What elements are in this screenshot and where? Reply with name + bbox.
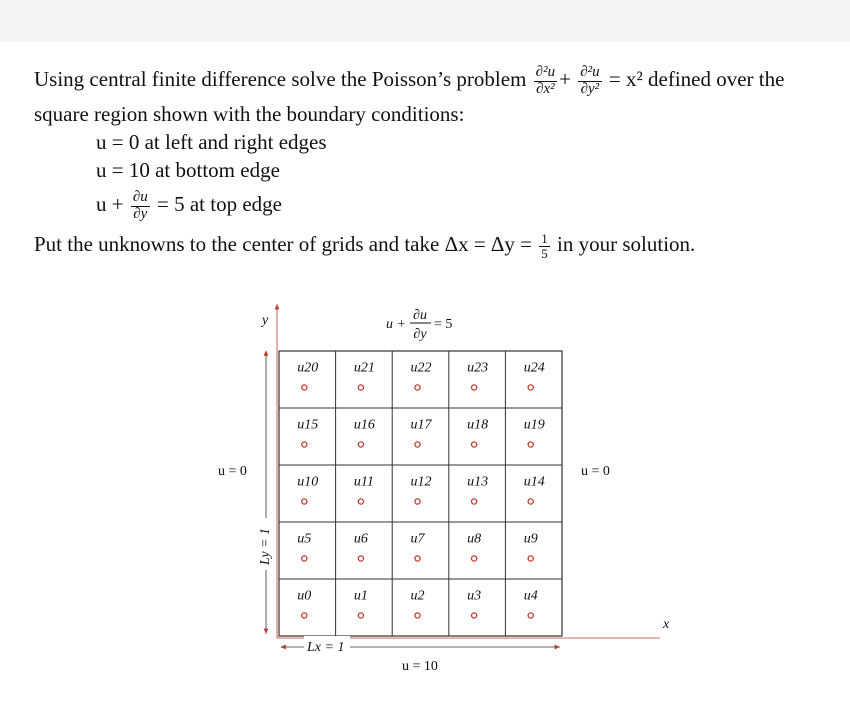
bc-left-right: u = 0 at left and right edges [96, 130, 327, 154]
node-label: u10 [297, 474, 319, 490]
node-marker [358, 499, 363, 504]
node-marker [302, 385, 307, 390]
node-label: u17 [410, 417, 432, 433]
right-bc-label: u = 0 [581, 464, 610, 479]
grid-diagram [0, 42, 850, 711]
x-axis-label: x [663, 617, 670, 632]
node-marker [415, 499, 420, 504]
node-marker [358, 385, 363, 390]
node-label: u6 [353, 531, 368, 547]
node-marker [528, 613, 533, 618]
lx-label: Lx = 1 [307, 640, 345, 655]
node-marker [302, 613, 307, 618]
node-label: u2 [410, 588, 425, 604]
node-label: u16 [353, 417, 375, 433]
node-label: u13 [467, 474, 489, 490]
node-label: u7 [410, 531, 425, 547]
d2u-dy2-fraction: $\frac{\text{∂²u}}{\text{∂y²}}$ [580, 64, 600, 97]
node-label: u20 [297, 360, 319, 376]
svg-text:∂y: ∂y [413, 327, 427, 342]
page [0, 42, 850, 711]
node-marker [472, 613, 477, 618]
node-label: u5 [297, 531, 312, 547]
node-label: u15 [297, 417, 319, 433]
ly-label: Ly = 1 [258, 527, 273, 565]
node-label: u21 [353, 360, 375, 376]
bc-top: u + $\frac{\partial u}{\partial y}$ = 5 at top edge [96, 189, 282, 222]
plus-sign: + [559, 67, 571, 92]
node-marker [358, 613, 363, 618]
node-marker [528, 499, 533, 504]
node-marker [415, 385, 420, 390]
problem-line-2: square region shown with the boundary conditions: [34, 102, 465, 126]
node-marker [528, 385, 533, 390]
node-marker [528, 556, 533, 561]
node-marker [302, 499, 307, 504]
node-label: u9 [523, 531, 538, 547]
node-label: u11 [353, 474, 374, 490]
bc-bottom: u = 10 at bottom edge [96, 158, 280, 182]
node-marker [358, 442, 363, 447]
equation-rhs: = x² defined over the [608, 67, 785, 92]
node-label: u1 [353, 588, 368, 604]
node-marker [472, 499, 477, 504]
left-bc-label: u = 0 [218, 464, 247, 479]
bottom-bc-label: u = 10 [402, 659, 438, 674]
node-marker [528, 442, 533, 447]
node-marker [302, 442, 307, 447]
intro-text: Using central finite difference solve the Poisson’s problem [34, 67, 527, 92]
node-label: u4 [523, 588, 538, 604]
du-dy-fraction: $\frac{\partial u}{\partial y}$ [132, 189, 148, 222]
node-marker [302, 556, 307, 561]
node-label: u23 [467, 360, 489, 376]
svg-text:= 5: = 5 [434, 317, 453, 332]
one-fifth-fraction: $\frac{1}{5}$ [541, 231, 548, 261]
node-label: u3 [467, 588, 482, 604]
svg-text:u +: u + [386, 317, 406, 332]
node-label: u12 [410, 474, 432, 490]
node-marker [358, 556, 363, 561]
node-label: u24 [523, 360, 545, 376]
node-label: u14 [523, 474, 545, 490]
top-bc-label [386, 308, 452, 342]
node-marker [472, 442, 477, 447]
node-label: u8 [467, 531, 482, 547]
node-marker [472, 385, 477, 390]
node-marker [415, 442, 420, 447]
d2u-dx2-fraction: $\frac{\text{∂²u}}{\text{∂x²}}$ [535, 64, 556, 97]
node-marker [415, 556, 420, 561]
problem-line-final: Put the unknowns to the center of grids and take Δx = Δy = $\frac{1}{5}$ in your solution. [34, 231, 696, 261]
node-marker [415, 613, 420, 618]
node-label: u18 [467, 417, 489, 433]
svg-text:∂u: ∂u [413, 308, 427, 323]
node-label: u0 [297, 588, 312, 604]
node-marker [472, 556, 477, 561]
y-axis-label: y [262, 313, 269, 328]
node-label: u22 [410, 360, 432, 376]
node-label: u19 [523, 417, 545, 433]
